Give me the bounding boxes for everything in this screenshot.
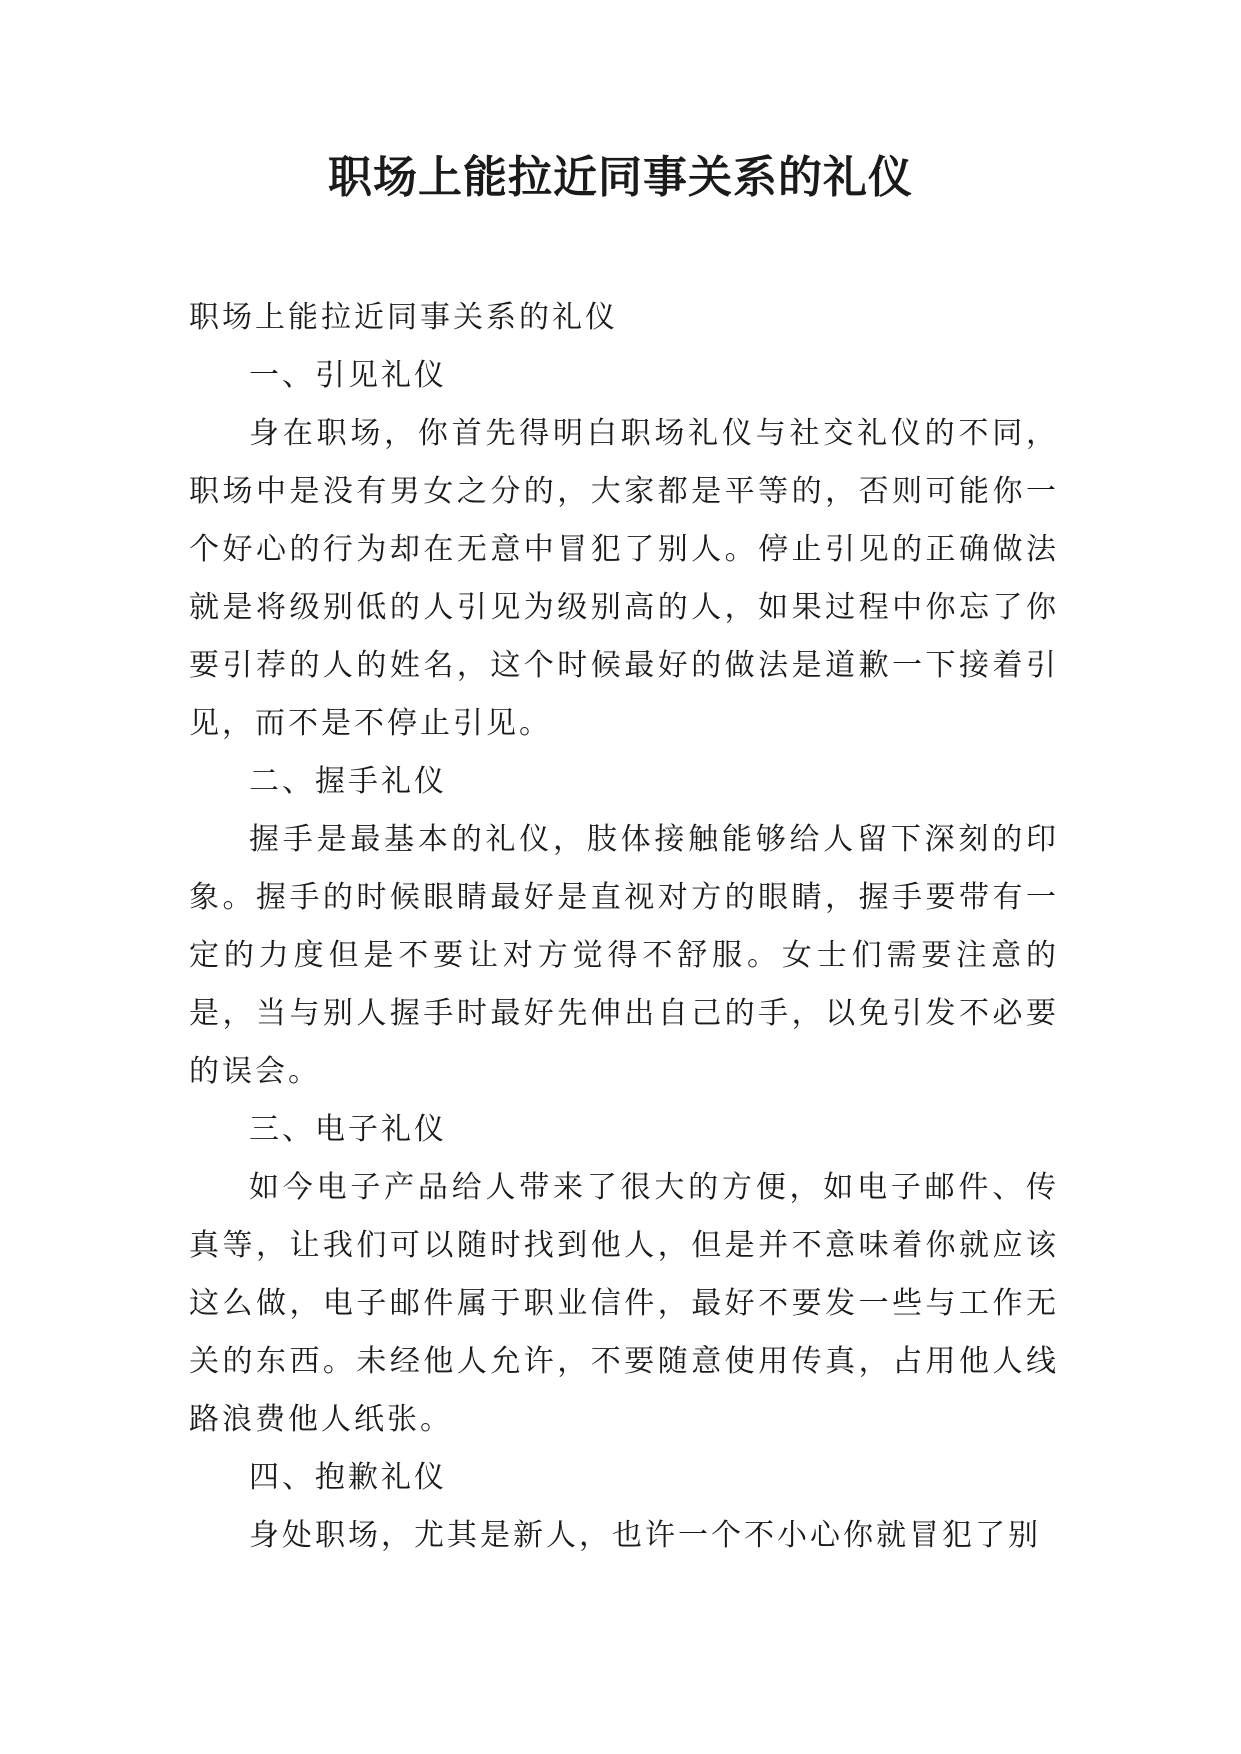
section-paragraph-apology: 身处职场，尤其是新人，也许一个不小心你就冒犯了别 [249, 1518, 1041, 1553]
section-heading-introduction: 一、引见礼仪 [249, 358, 447, 393]
document-subtitle: 职场上能拉近同事关系的礼仪 [189, 300, 618, 335]
section-paragraph-introduction: 身在职场，你首先得明白职场礼仪与社交礼仪的不同，职场中是没有男女之分的，大家都是平等的，否则可能你一个好心的行为却在无意中冒犯了别人。停止引见的正确做法就是将级别低的人引见为级别高的人，如果过程中你忘了你要引荐的人的姓名，这个时候最好的做法是道歉一下接着引见，而不是不停止引见。 [189, 416, 1059, 741]
section-paragraph-handshake: 握手是最基本的礼仪，肢体接触能够给人留下深刻的印象。握手的时候眼睛最好是直视对方的眼睛，握手要带有一定的力度但是不要让对方觉得不舒服。女士们需要注意的是，当与别人握手时最好先伸出自己的手，以免引发不必要的误会。 [189, 822, 1059, 1089]
section-heading-electronic: 三、电子礼仪 [249, 1112, 447, 1147]
section-paragraph-electronic: 如今电子产品给人带来了很大的方便，如电子邮件、传真等，让我们可以随时找到他人，但是并不意味着你就应该这么做，电子邮件属于职业信件，最好不要发一些与工作无关的东西。未经他人允许，不要随意使用传真，占用他人线路浪费他人纸张。 [189, 1170, 1059, 1437]
document-body [189, 289, 1059, 1565]
document-title: 职场上能拉近同事关系的礼仪 [328, 152, 913, 203]
section-heading-apology: 四、抱歉礼仪 [249, 1460, 447, 1495]
section-heading-handshake: 二、握手礼仪 [249, 764, 447, 799]
